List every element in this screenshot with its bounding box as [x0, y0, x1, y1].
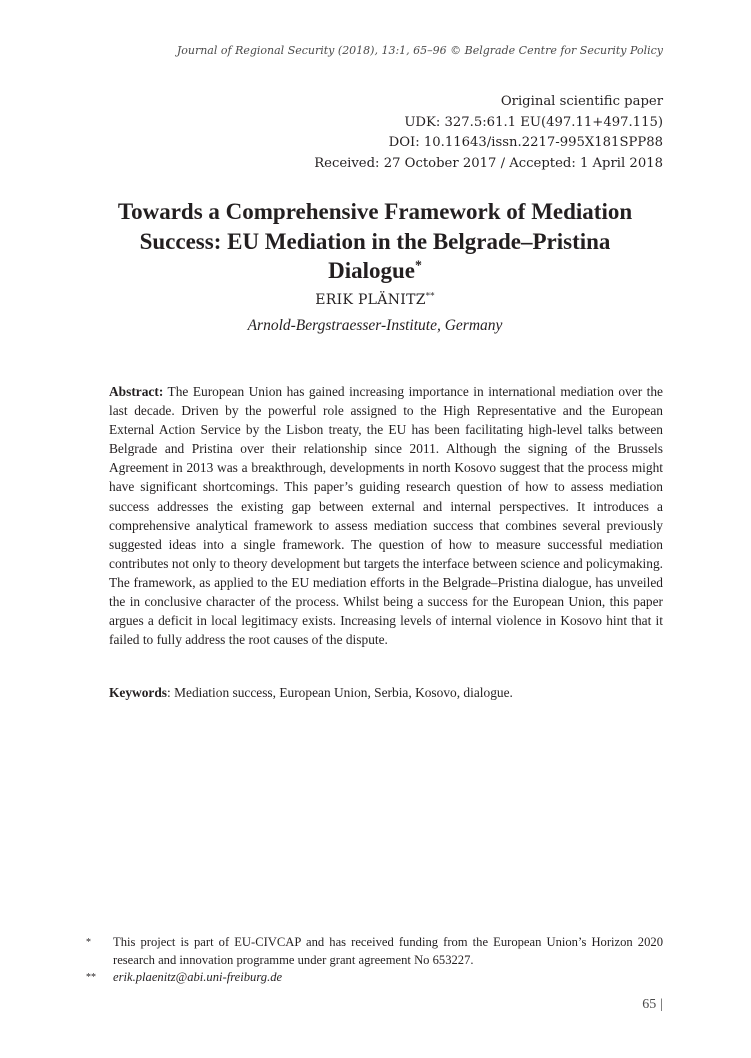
footnote-text: This project is part of EU-CIVCAP and has received funding from the European Union’s Horizon 2020 research and innovation programme under grant agreement No 653227. — [113, 935, 663, 967]
footnote-mark: ** — [86, 972, 96, 983]
author-affiliation: Arnold-Bergstraesser-Institute, Germany — [247, 317, 503, 334]
footnote — [86, 969, 663, 987]
title-line-3: Dialogue — [328, 258, 415, 283]
author-footnote-mark: ** — [425, 290, 435, 301]
author-name — [80, 290, 670, 310]
keywords-label: Keywords — [109, 685, 168, 700]
article-metadata — [314, 92, 663, 174]
paper-type: Original scientific paper — [500, 94, 663, 109]
keywords — [109, 683, 663, 702]
abstract — [109, 382, 663, 649]
title-line-2: Success: EU Mediation in the Belgrade–Pristina — [139, 228, 611, 254]
abstract-label: Abstract: — [109, 384, 164, 399]
author-email: erik.plaenitz@abi.uni-freiburg.de — [113, 970, 283, 984]
udk-code: UDK: 327.5:61.1 EU(497.11+497.115) — [404, 114, 663, 130]
footnote-mark: * — [86, 937, 91, 948]
page-number-separator: | — [660, 997, 663, 1012]
keywords-text: : Mediation success, European Union, Serbia, Kosovo, dialogue. — [167, 685, 513, 700]
title-footnote-mark: * — [414, 257, 422, 273]
abstract-text: The European Union has gained increasing importance in international mediation over the last decade. Driven by the powerful role assigned to the High Representative and the European External Action Service by the Lisbon treaty, the EU has been facilitating high-level talks between Belgrade and Pristina over their relationship since 2011. Although the signing of the Brussels Agreement in 2013 was a breakthrough, developments in north Kosovo suggest that the process might have significant shortcomings. This paper’s guiding research question of how to assess mediation success addresses the existing gap between external and internal perspectives. It introduces a comprehensive analytical framework to assess mediation success that combines several previously suggested ideas into a single framework. The question of how to measure successful mediation contributes not only to theory development but targets the interface between science and policymaking. The framework, as applied to the EU mediation efforts in the Belgrade–Pristina dialogue, has unveiled the in conclusive character of the process. Whilst being a success for the European Union, this paper argues a deficit in local legitimacy exists. Increasing levels of internal violence in Kosovo hint that it failed to fully address the root causes of the dispute. — [109, 384, 663, 648]
running-head: Journal of Regional Security (2018), 13:1, 65–96 © Belgrade Centre for Security Policy — [176, 44, 663, 57]
article-title — [80, 197, 670, 286]
doi: DOI: 10.11643/issn.2217-995X181SPP88 — [388, 135, 663, 150]
footnote — [86, 934, 663, 969]
title-line-1: Towards a Comprehensive Framework of Mediation — [117, 199, 633, 224]
author-name-text: ERIK PLÄNITZ — [315, 292, 426, 308]
received-accepted-dates: Received: 27 October 2017 / Accepted: 1 April 2018 — [314, 155, 663, 171]
page-number — [642, 997, 663, 1013]
page-number-value: 65 — [642, 997, 657, 1012]
footnotes — [86, 934, 663, 987]
